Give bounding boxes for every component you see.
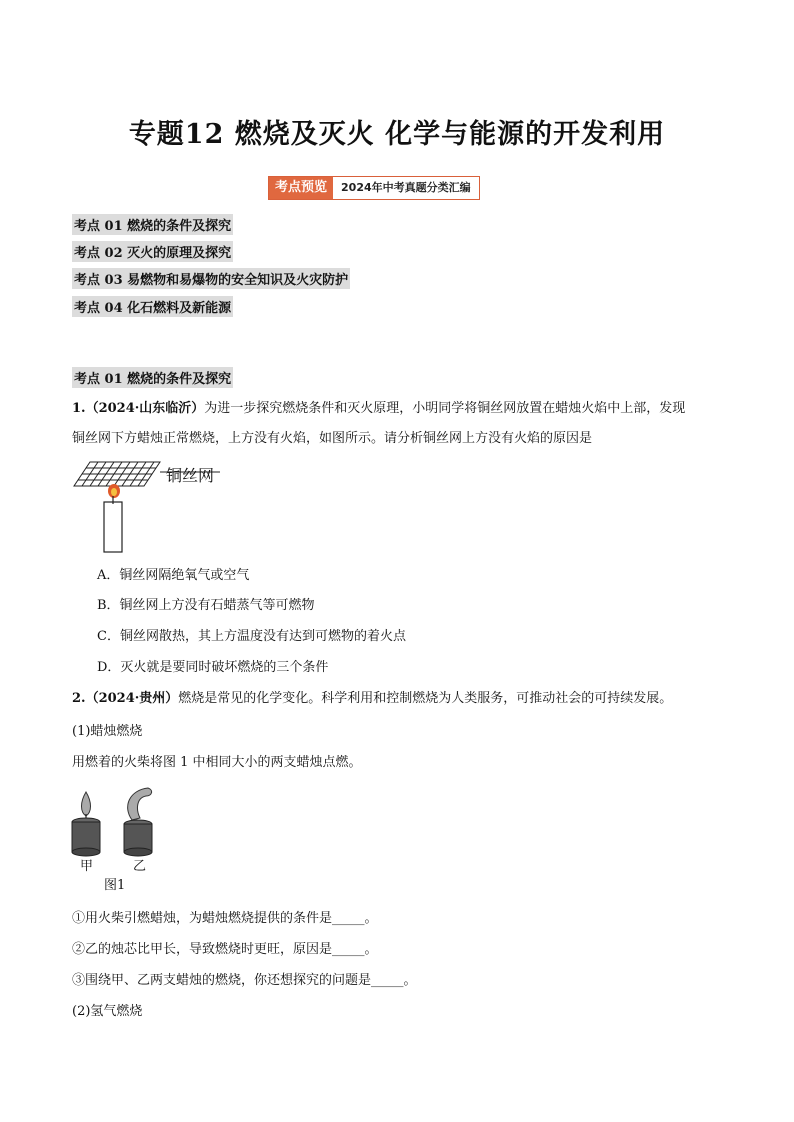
badge-subtitle: 2024年中考真题分类汇编 — [333, 177, 479, 199]
q2-item-2: ②乙的烛芯比甲长，导致燃烧时更旺，原因是_____。 — [72, 942, 378, 957]
q2-line1 — [72, 690, 672, 708]
q1-option-c: C．铜丝网散热，其上方温度没有达到可燃物的着火点 — [97, 629, 406, 644]
q1-option-b: B．铜丝网上方没有石蜡蒸气等可燃物 — [97, 598, 315, 613]
q2-part1-text: 用燃着的火柴将图 1 中相同大小的两支蜡烛点燃。 — [72, 755, 362, 770]
toc-item-3: 考点 03 易燃物和易爆物的安全知识及火灾防护 — [72, 268, 350, 289]
q1-option-a: A．铜丝网隔绝氧气或空气 — [97, 568, 250, 583]
toc-item-4: 考点 04 化石燃料及新能源 — [72, 296, 233, 317]
fig-caption: 图1 — [104, 878, 126, 893]
fig-label-jia: 甲 — [80, 859, 94, 874]
q2-figure-candles — [66, 784, 176, 864]
badge-label: 考点预览 — [269, 177, 333, 199]
page-title: 专题12 燃烧及灭火 化学与能源的开发利用 — [128, 119, 666, 150]
q2-item-3: ③围绕甲、乙两支蜡烛的燃烧，你还想探究的问题是_____。 — [72, 973, 417, 988]
toc-item-1: 考点 01 燃烧的条件及探究 — [72, 214, 233, 235]
q1-line2: 铜丝网下方蜡烛正常燃烧，上方没有火焰，如图所示。请分析铜丝网上方没有火焰的原因是 — [72, 431, 593, 446]
q1-source: （2024·山东临沂） — [85, 401, 205, 416]
q1-line1 — [72, 400, 685, 418]
candle-yi — [124, 788, 152, 856]
q2-part1: (1)蜡烛燃烧 — [72, 724, 143, 739]
candle-body — [104, 502, 122, 552]
fig-label-yi: 乙 — [133, 859, 147, 874]
candle-jia — [72, 792, 100, 856]
q2-intro: 燃烧是常见的化学变化。科学利用和控制燃烧为人类服务，可推动社会的可持续发展。 — [178, 691, 673, 706]
q1-text-1: 为进一步探究燃烧条件和灭火原理，小明同学将铜丝网放置在蜡烛火焰中上部，发现 — [204, 401, 686, 416]
toc-item-2: 考点 02 灭火的原理及探究 — [72, 241, 233, 262]
q2-number: 2. — [72, 691, 86, 706]
q2-source: （2024·贵州） — [85, 691, 179, 706]
q1-option-d: D．灭火就是要同时破坏燃烧的三个条件 — [97, 660, 329, 675]
q2-item-1: ①用火柴引燃蜡烛，为蜡烛燃烧提供的条件是_____。 — [72, 911, 378, 926]
section-badge — [268, 176, 480, 200]
q1-number: 1. — [72, 401, 86, 416]
mesh-label: 铜丝网 — [166, 466, 215, 485]
q2-part2: (2)氢气燃烧 — [72, 1004, 143, 1019]
section-heading: 考点 01 燃烧的条件及探究 — [72, 367, 233, 388]
